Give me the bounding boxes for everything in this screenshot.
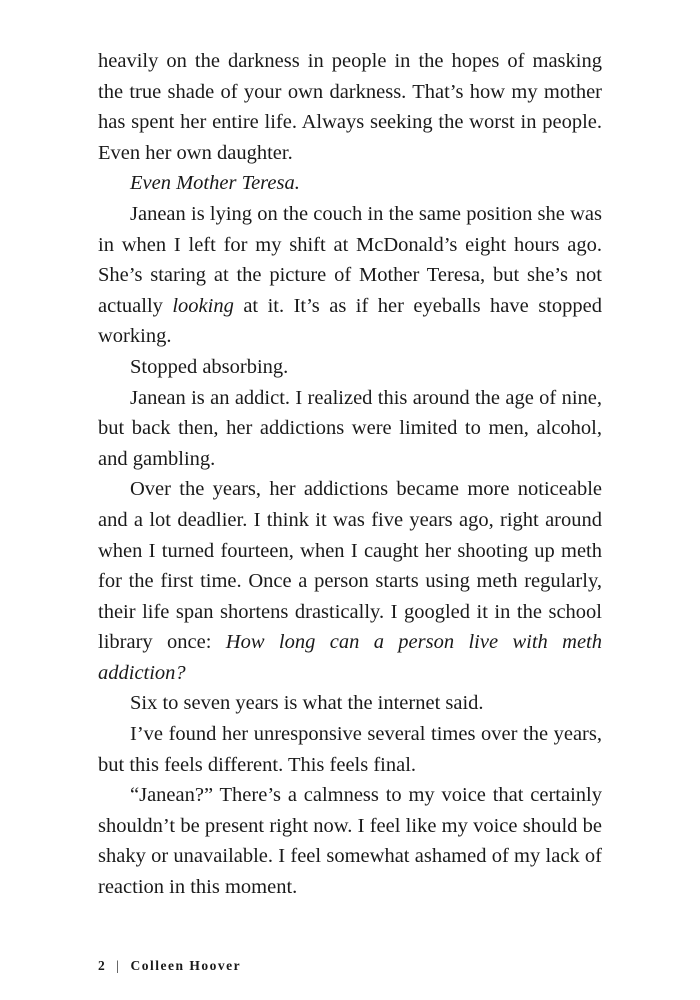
paragraph [98,352,602,383]
footer-separator: | [116,958,121,973]
text-run: Janean is lying on the couch in the same position she was in when I left for my shift at McDonald’s eight hours ago. She’s staring at the picture of Mother Teresa, but she’s not actually [98,202,602,317]
italic-text: How long can a person live with meth addiction? [98,631,602,684]
running-footer [98,958,241,974]
text-run: Six to seven years is what the internet said. [130,692,484,715]
text-run: “Janean?” There’s a calmness to my voice that certainly shouldn’t be present right now. I feel like my voice should be shaky or unavailable. I feel somewhat ashamed of my lack of reaction in this moment. [98,784,602,899]
italic-text: Even Mother Teresa. [130,172,300,195]
paragraph [98,168,602,199]
page-number: 2 [98,958,107,973]
paragraph [98,474,602,688]
italic-text: looking [172,294,234,317]
text-run: Stopped absorbing. [130,355,289,378]
author-name: Colleen Hoover [130,958,242,973]
text-run: Over the years, her addictions became more noticeable and a lot deadlier. I think it was five years ago, right around when I turned fourteen, when I caught her shooting up meth for the first time. Once a person starts using meth regularly, their life span shortens drastically. I googled it in the school library once: [98,478,602,654]
text-run: at it. It’s as if her eyeballs have stopped working. [98,294,602,348]
paragraph [98,199,602,352]
paragraph [98,780,602,902]
body-text [98,46,602,903]
text-run: Janean is an addict. I realized this around the age of nine, but back then, her addictions were limited to men, alcohol, and gambling. [98,386,602,470]
paragraph [98,688,602,719]
paragraph [98,383,602,475]
text-run: I’ve found her unresponsive several times over the years, but this feels different. This feels final. [98,723,602,776]
text-run: heavily on the darkness in people in the hopes of masking the true shade of your own darkness. That’s how my mother has spent her entire life. Always seeking the worst in people. Even her own daughter. [98,50,602,164]
paragraph [98,719,602,780]
paragraph [98,46,602,168]
